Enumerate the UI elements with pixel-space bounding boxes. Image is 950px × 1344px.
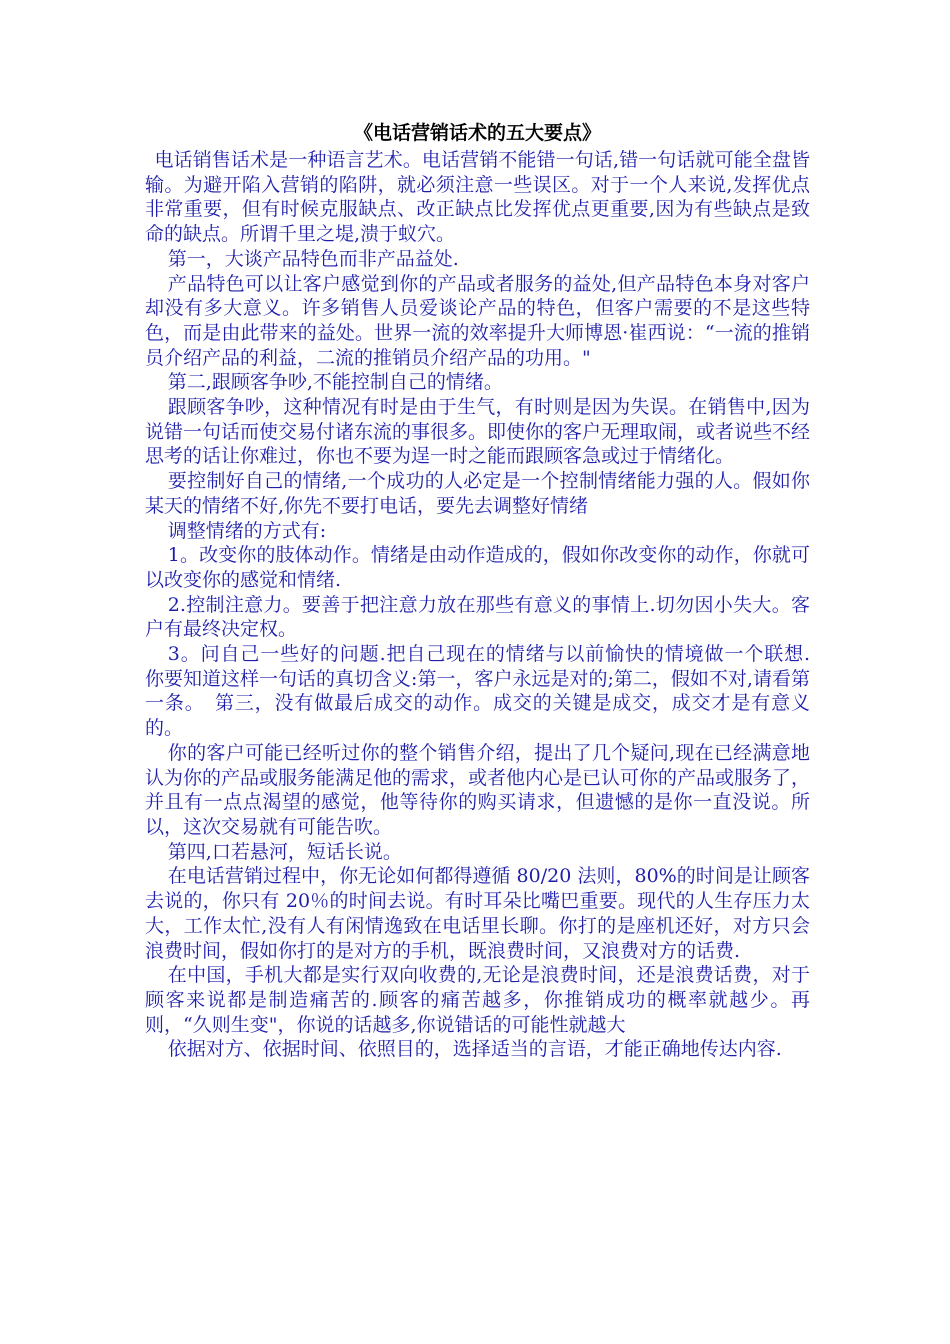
paragraph-point-one-heading: 第一，大谈产品特色而非产品益处. (167, 247, 459, 270)
paragraph-method-two: 2.控制注意力。要善于把注意力放在那些有意义的事情上.切勿因小失大。客户有最终决定权。 (145, 593, 810, 641)
document-title: 《电话营销话术的五大要点》 (353, 122, 601, 144)
paragraph-conclusion: 依据对方、依据时间、依照目的，选择适当的言语，才能正确地传达内容. (167, 1038, 782, 1061)
paragraph-mobile-charges: 在中国，手机大都是实行双向收费的,无论是浪费时间，还是浪费话费，对于顾客来说都是制造痛苦的.顾客的痛苦越多，你推销成功的概率就越少。再则，“久则生变"，你说的话越多,你说错话的可能性就越大 (145, 964, 810, 1036)
paragraph-point-four-heading: 第四,口若悬河，短话长说。 (167, 840, 402, 863)
paragraph-emotion-control: 要控制好自己的情绪,一个成功的人必定是一个控制情绪能力强的人。假如你某天的情绪不好,你先不要打电话，要先去调整好情绪 (145, 470, 810, 517)
paragraph-method-one: 1。改变你的肢体动作。情绪是由动作造成的，假如你改变你的动作，你就可以改变你的感觉和情绪. (145, 544, 810, 591)
paragraph-arguing: 跟顾客争吵，这种情况有时是由于生气，有时则是因为失误。在销售中,因为说错一句话而使交易付诸东流的事很多。即使你的客户无理取闹，或者说些不经思考的话让你难过，你也不要为逞一时之能而跟顾客急或过于情绪化。 (145, 396, 811, 468)
paragraph-80-20-rule: 在电话营销过程中，你无论如何都得遵循 80/20 法则，80%的时间是让顾客去说的，你只有 20％的时间去说。有时耳朵比嘴巴重要。现代的人生存压力太大，工作太忙,没有人有闲情逸致在电话里长聊。你打的是座机还好，对方只会浪费时间，假如你打的是对方的手机，既浪费时间，又浪费对方的话费. (145, 865, 810, 962)
paragraph-closing: 你的客户可能已经听过你的整个销售介绍，提出了几个疑问,现在已经满意地认为你的产品或服务能满足他的需求，或者他内心是已认可你的产品或服务了，并且有一点点渴望的感觉，他等待你的购买请求，但遗憾的是你一直没说。所以，这次交易就有可能告吹。 (145, 741, 811, 838)
paragraph-method-three: 3。问自己一些好的问题.把自己现在的情绪与以前愉快的情境做一个联想. 你要知道这样一句话的真切含义:第一，客户永远是对的;第二，假如不对,请看第一条。 第三，没有做最后成交的动作。成交的关键是成交，成交才是有意义的。 (145, 643, 830, 740)
paragraph-adjust-methods: 调整情绪的方式有: (167, 519, 327, 542)
paragraph-point-two-heading: 第二,跟顾客争吵,不能控制自己的情绪。 (167, 371, 503, 394)
paragraph-intro: 电话销售话术是一种语言艺术。电话营销不能错一句话,错一句话就可能全盘皆输。为避开陷入营销的陷阱，就必须注意一些误区。对于一个人来说,发挥优点非常重要，但有时候克服缺点、改正缺点比发挥优点更重要,因为有些缺点是致命的缺点。所谓千里之堤,溃于蚁穴。 (145, 149, 810, 246)
paragraph-product-benefits: 产品特色可以让客户感觉到你的产品或者服务的益处,但产品特色本身对客户却没有多大意义。许多销售人员爱谈论产品的特色，但客户需要的不是这些特色，而是由此带来的益处。世界一流的效率提升大师博恩·崔西说：“一流的推销员介绍产品的利益，二流的推销员介绍产品的功用。" (145, 272, 810, 369)
document-page (145, 118, 830, 1062)
